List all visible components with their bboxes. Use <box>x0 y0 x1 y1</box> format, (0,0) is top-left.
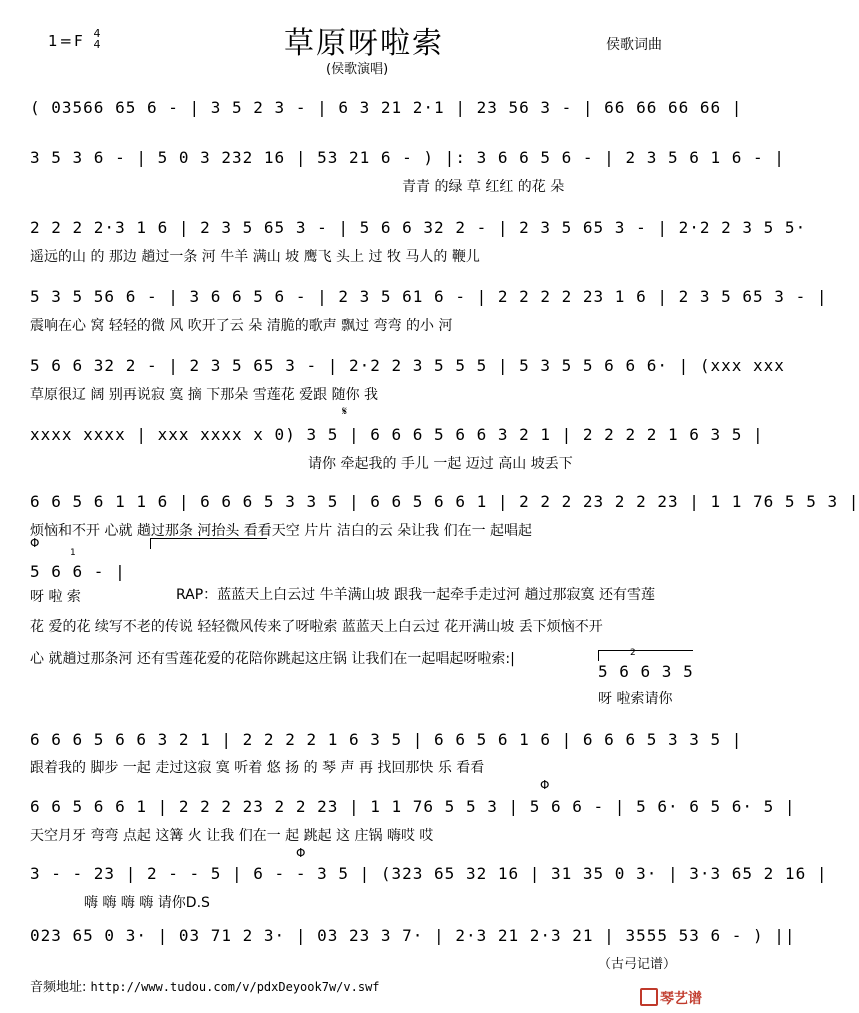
song-title: 草原呀啦索 <box>284 26 444 61</box>
coda-sign-2: Φ <box>540 778 550 792</box>
score-row-6: xxxx xxxx | xxx xxxx x 0) 3 5 | 6 6 6 5 6 6 3 2 1 | 2 2 2 2 1 6 3 5 | <box>30 425 764 444</box>
author-credit: 侯歌词曲 <box>606 37 662 53</box>
coda-sign-3: Φ <box>296 846 306 860</box>
singer-credit: (侯歌演唱) <box>326 62 389 77</box>
lyric-row-11: 嗨 嗨 嗨 嗨 请你D.S <box>84 895 210 911</box>
score-row-10: 6 6 5 6 6 1 | 2 2 2 23 2 2 23 | 1 1 76 5 5 3 | 5 6 6 - | 5 6· 6 5 6· 5 | <box>30 797 796 816</box>
lyric-row-7: 烦恼和不开 心就 趟过那条 河抬头 看看天空 片片 洁白的云 朵让我 们在一 起唱起 <box>30 523 533 539</box>
score-row-1: ( 03566 65 6 - | 3 5 2 3 - | 6 3 21 2·1 | 23 56 3 - | 66 66 66 66 | <box>30 98 743 117</box>
rap-line-1: RAP：蓝蓝天上白云过 牛羊满山坡 跟我一起牵手走过河 趟过那寂寞 还有雪莲 <box>176 587 655 603</box>
score-row-2: 3 5 3 6 - | 5 0 3 232 16 | 53 21 6 - ) |: 3 6 6 5 6 - | 2 3 5 6 1 6 - | <box>30 148 785 167</box>
coda-sign-1: Φ <box>30 536 40 550</box>
lyric-row-8: 呀 啦 索 <box>30 589 81 605</box>
lyric-row-2: 青青 的绿 草 红红 的花 朵 <box>402 179 565 195</box>
score-row-8: 5 6 6 - | <box>30 562 126 581</box>
volta-2-lyrics: 呀 啦索请你 <box>598 691 673 707</box>
logo-text: 琴艺谱 <box>660 991 702 1007</box>
audio-address-label: 音频地址: <box>30 980 87 995</box>
audio-address <box>30 976 380 995</box>
score-row-3: 2 2 2 2·3 1 6 | 2 3 5 65 3 - | 5 6 6 32 2 - | 2 3 5 65 3 - | 2·2 2 3 5 5· <box>30 218 807 237</box>
volta-1-bracket <box>150 538 267 549</box>
score-row-9: 6 6 6 5 6 6 3 2 1 | 2 2 2 2 1 6 3 5 | 6 6 5 6 1 6 | 6 6 6 5 3 3 5 | <box>30 730 743 749</box>
score-row-5: 5 6 6 32 2 - | 2 3 5 65 3 - | 2·2 2 3 5 5 5 | 5 3 5 5 6 6 6· | (xxx xxx <box>30 356 785 375</box>
score-row-4: 5 3 5 56 6 - | 3 6 6 5 6 - | 2 3 5 61 6 - | 2 2 2 2 23 1 6 | 2 3 5 65 3 - | <box>30 287 828 306</box>
audio-address-link[interactable]: http://www.tudou.com/v/pdxDeyook7w/v.swf <box>90 980 380 994</box>
lyric-row-10: 天空月牙 弯弯 点起 这篝 火 让我 们在一 起 跳起 这 庄锅 嗨哎 哎 <box>30 828 434 844</box>
lyric-row-4: 震响在心 窝 轻轻的微 风 吹开了云 朵 清脆的歌声 飘过 弯弯 的小 河 <box>30 318 453 334</box>
volta-2-bracket <box>598 650 693 661</box>
key-signature: 1=F <box>48 32 85 50</box>
score-row-12: 023 65 0 3· | 03 71 2 3· | 03 23 3 7· | 2·3 21 2·3 21 | 3555 53 6 - ) || <box>30 926 796 945</box>
logo-icon <box>640 988 658 1006</box>
lyric-row-9: 跟着我的 脚步 一起 走过这寂 寞 听着 悠 扬 的 琴 声 再 找回那快 乐 看看 <box>30 760 485 776</box>
time-signature <box>92 28 102 50</box>
rap-line-2: 花 爱的花 续写不老的传说 轻轻微风传来了呀啦索 蓝蓝天上白云过 花开满山坡 丢下烦恼不开 <box>30 619 603 635</box>
volta-1-number: 1 <box>70 548 76 558</box>
lyric-row-3: 遥远的山 的 那边 趟过一条 河 牛羊 满山 坡 鹰飞 头上 过 牧 马人的 鞭儿 <box>30 249 480 265</box>
segno-sign: 𝄋 <box>342 404 348 418</box>
lyric-row-6: 请你 牵起我的 手儿 一起 迈过 高山 坡丢下 <box>308 456 573 472</box>
volta-2-number: 2 <box>630 648 636 658</box>
volta-2-notes: 5 6 6 3 5 <box>598 662 694 681</box>
score-row-11: 3 - - 23 | 2 - - 5 | 6 - - 3 5 | (323 65 32 16 | 31 35 0 3· | 3·3 65 2 16 | <box>30 864 828 883</box>
site-logo <box>640 988 702 1008</box>
lyric-row-5: 草原很辽 阔 别再说寂 寞 摘 下那朵 雪莲花 爱跟 随你 我 <box>30 387 379 403</box>
score-row-7: 6 6 5 6 1 1 6 | 6 6 6 5 3 3 5 | 6 6 5 6 6 1 | 2 2 2 23 2 2 23 | 1 1 76 5 5 3 | <box>30 492 859 511</box>
time-signature-top: 4 <box>93 27 101 40</box>
transcriber-credit: （古弓记谱） <box>598 957 677 972</box>
rap-line-3: 心 就趟过那条河 还有雪莲花爱的花陪你跳起这庄锅 让我们在一起唱起呀啦索:| <box>30 651 515 667</box>
time-signature-bottom: 4 <box>93 38 101 51</box>
